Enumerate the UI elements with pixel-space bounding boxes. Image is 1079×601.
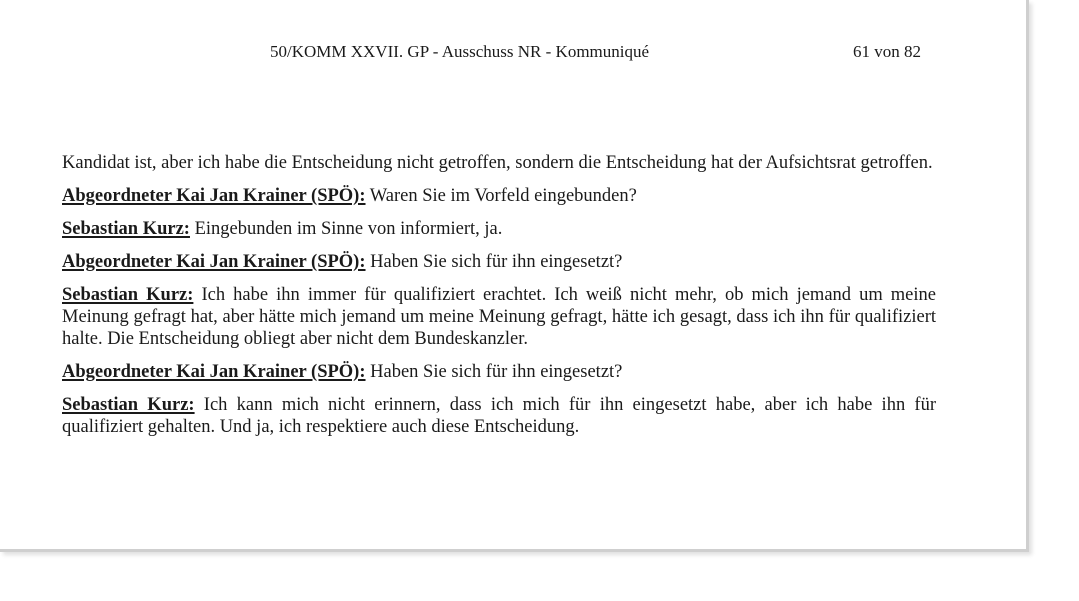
- paragraph-text: Kandidat ist, aber ich habe die Entscheidung nicht getroffen, sondern die Entscheidung hat der Aufsichtsrat getroffen.: [62, 153, 933, 173]
- speaker-label: Abgeordneter Kai Jan Krainer (SPÖ):: [62, 186, 366, 206]
- speaker-label: Abgeordneter Kai Jan Krainer (SPÖ):: [62, 362, 366, 382]
- page-number: 61 von 82: [853, 42, 921, 61]
- speaker-label: Abgeordneter Kai Jan Krainer (SPÖ):: [62, 252, 366, 272]
- paragraph-answer: [62, 394, 936, 438]
- transcript-body: [62, 152, 936, 449]
- paragraph-question: [62, 361, 936, 383]
- paragraph-text: Haben Sie sich für ihn eingesetzt?: [365, 252, 623, 272]
- paragraph-text: Eingebunden im Sinne von informiert, ja.: [189, 219, 503, 239]
- speaker-label: Sebastian Kurz:: [62, 219, 190, 239]
- paragraph-question: [62, 251, 936, 273]
- paragraph-answer: [62, 284, 936, 350]
- paragraph-text: Ich habe ihn immer für qualifiziert erachtet. Ich weiß nicht mehr, ob mich jemand um meine Meinung gefragt hat, aber hätte mich jemand um meine Meinung gefragt, hätte ich gesagt, dass ich ihn für qualifiziert halte. Die Entscheidung obliegt aber nicht dem Bundeskanzler.: [62, 285, 936, 349]
- page-header: [0, 42, 1026, 66]
- speaker-label: Sebastian Kurz:: [62, 395, 195, 415]
- paragraph-question: [62, 185, 936, 207]
- header-title: 50/KOMM XXVII. GP - Ausschuss NR - Kommuniqué: [270, 42, 650, 61]
- paragraph-answer: [62, 218, 936, 240]
- paragraph-text: Ich kann mich nicht erinnern, dass ich mich für ihn eingesetzt habe, aber ich habe ihn für qualifiziert gehalten. Und ja, ich respektiere auch diese Entscheidung.: [62, 395, 936, 437]
- speaker-label: Sebastian Kurz:: [62, 285, 194, 305]
- paragraph-continuation: [62, 152, 936, 174]
- paragraph-text: Haben Sie sich für ihn eingesetzt?: [365, 362, 623, 382]
- paragraph-text: Waren Sie im Vorfeld eingebunden?: [365, 186, 637, 206]
